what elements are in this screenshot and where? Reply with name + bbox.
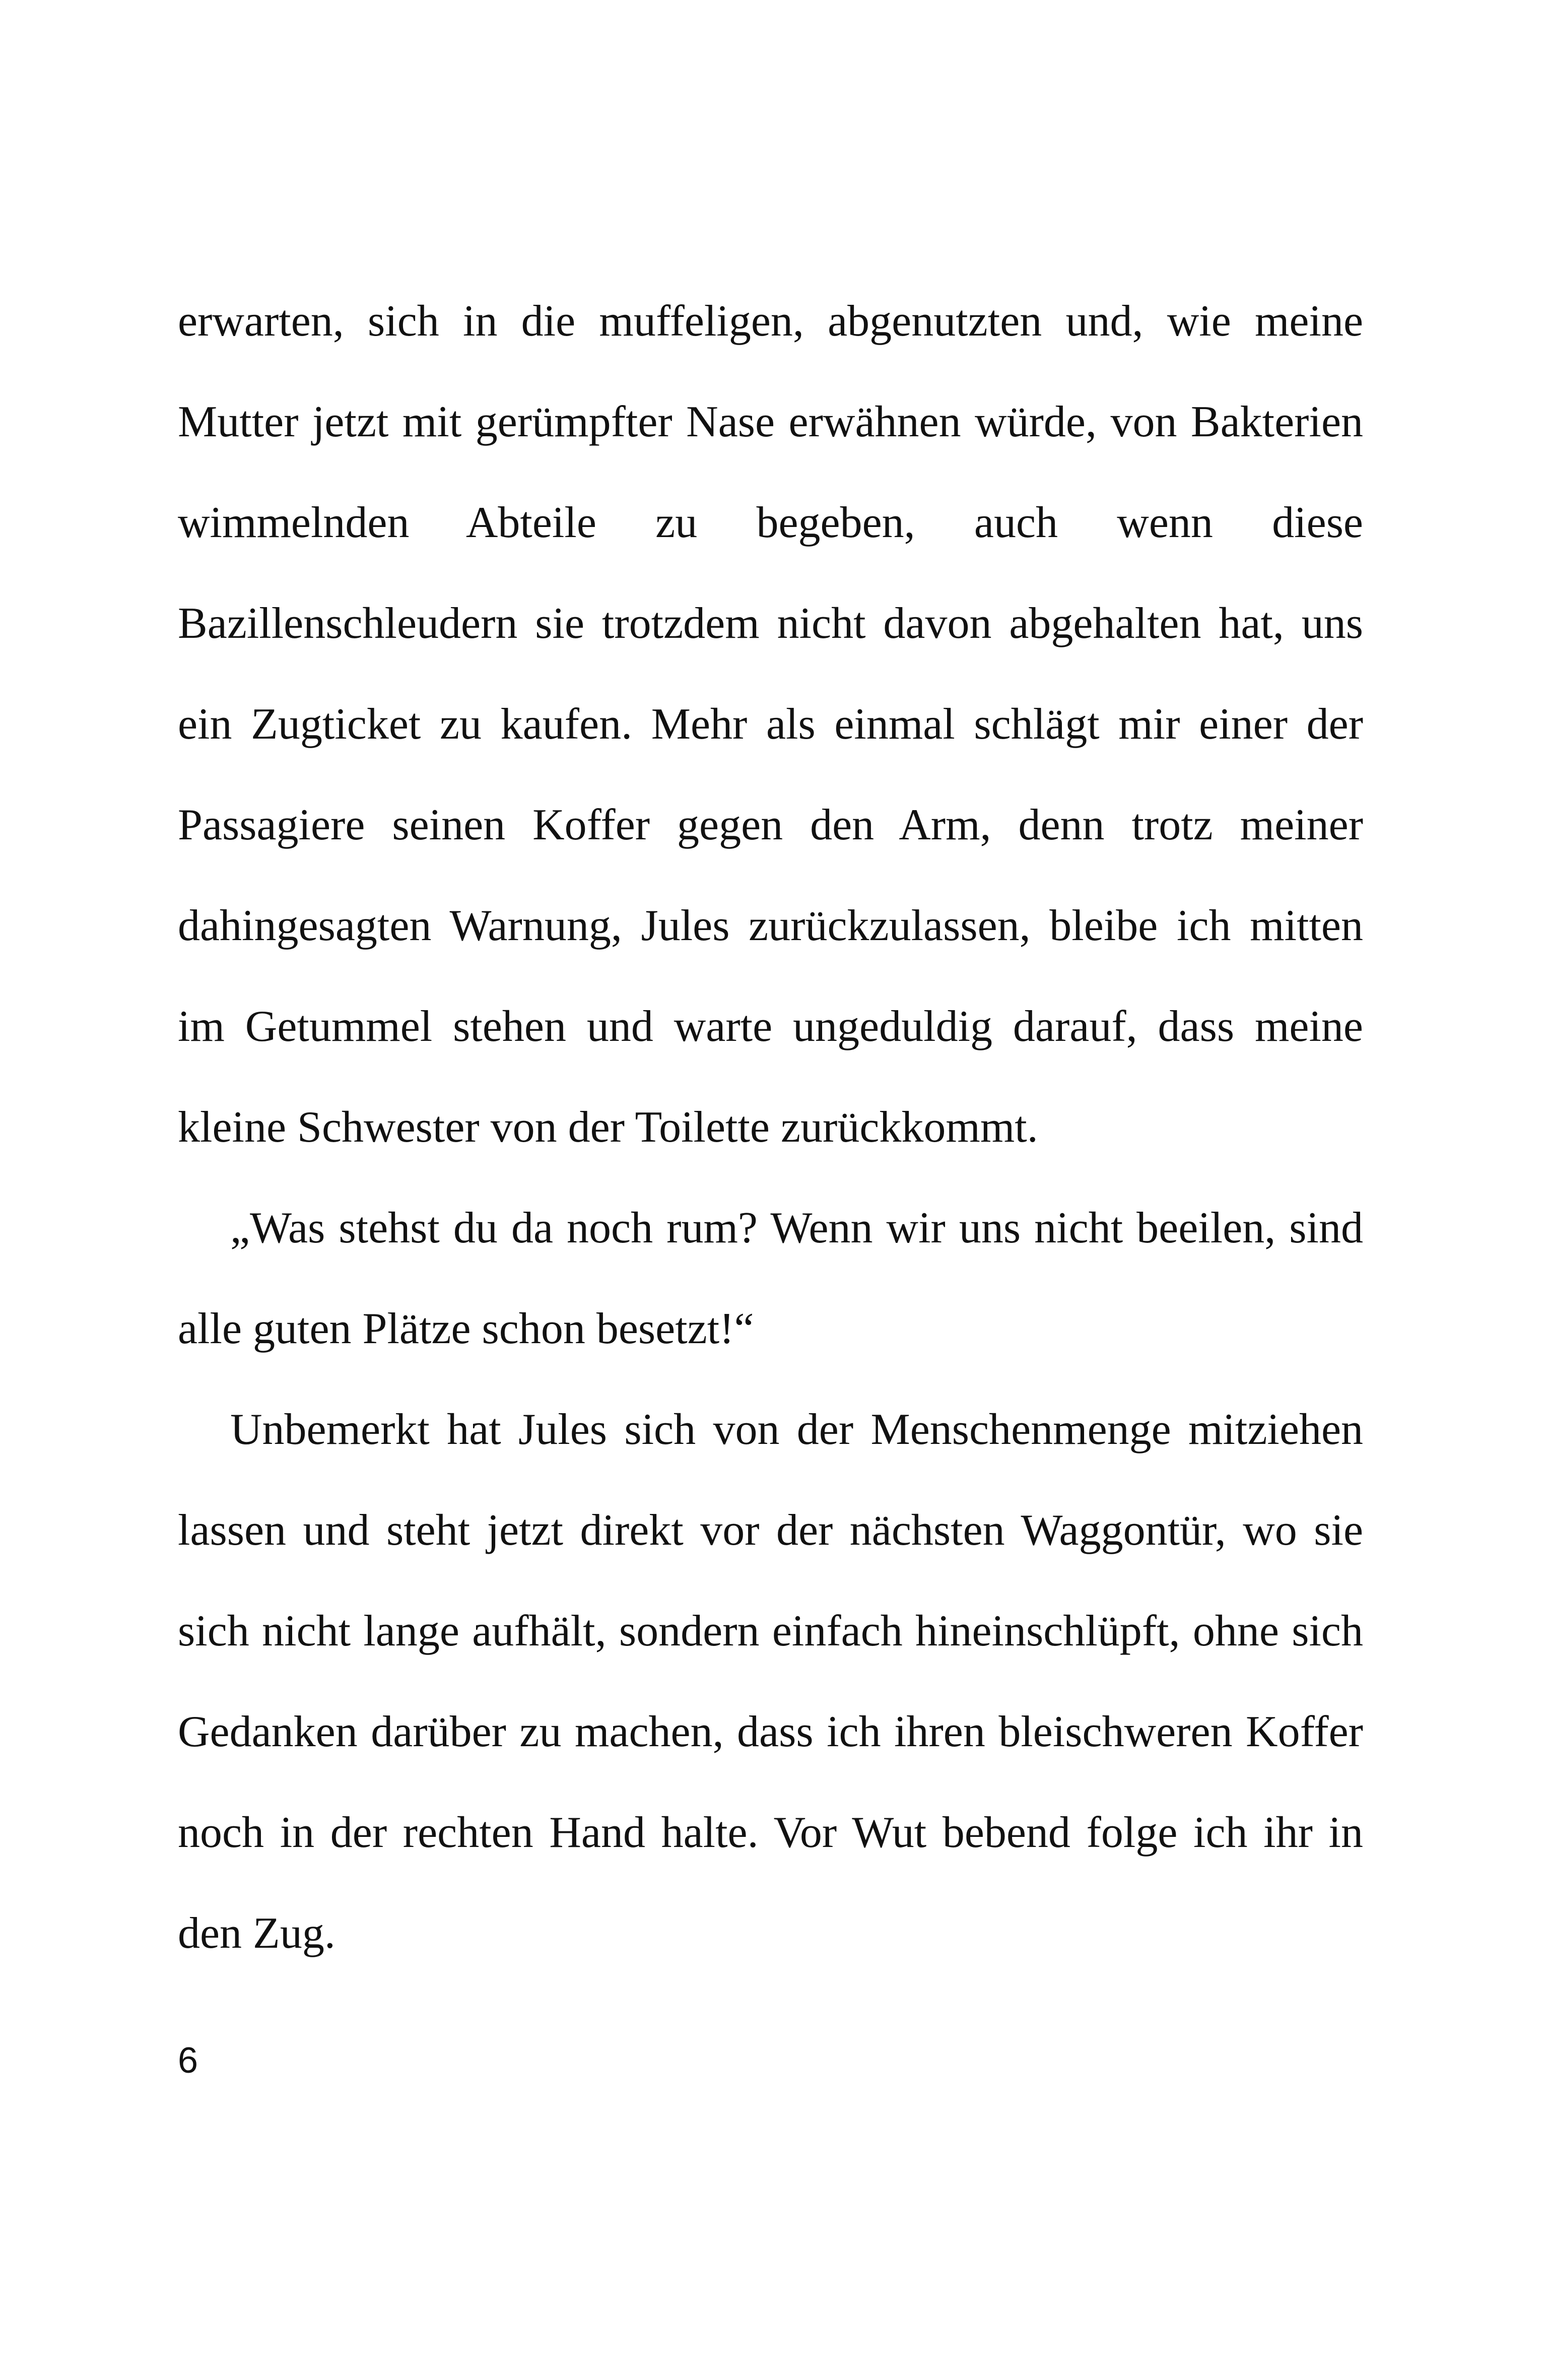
body-text — [178, 271, 1363, 1984]
paragraph-dialogue: „Was stehst du da noch rum? Wenn wir uns nicht beeilen, sind alle guten Plätze schon besetzt!“ — [178, 1204, 1363, 1353]
paragraph-continuation: erwarten, sich in die muffeligen, abgenutzten und, wie meine Mutter jetzt mit gerümpfter Nase erwähnen würde, von Bakterien wimmelnden Abteile zu begeben, auch wenn diese Bazillenschleudern sie trotzdem nicht davon abgehalten hat, uns ein Zugticket zu kaufen. Mehr als einmal schlägt mir einer der Passagiere seinen Koffer gegen den Arm, denn trotz meiner dahingesagten Warnung, Jules zurückzulassen, bleibe ich mitten im Getummel stehen und warte ungeduldig darauf, dass meine kleine Schwester von der Toilette zurückkommt. — [178, 297, 1363, 1152]
page-number: 6 — [178, 2040, 198, 2081]
paragraph-narration: Unbemerkt hat Jules sich von der Menschenmenge mitziehen lassen und steht jetzt direkt vor der nächsten Waggontür, wo sie sich nicht lange aufhält, sondern einfach hineinschlüpft, ohne sich Gedanken darüber zu machen, dass ich ihren bleischweren Koffer noch in der rechten Hand halte. Vor Wut bebend folge ich ihr in den Zug. — [178, 1405, 1363, 1958]
